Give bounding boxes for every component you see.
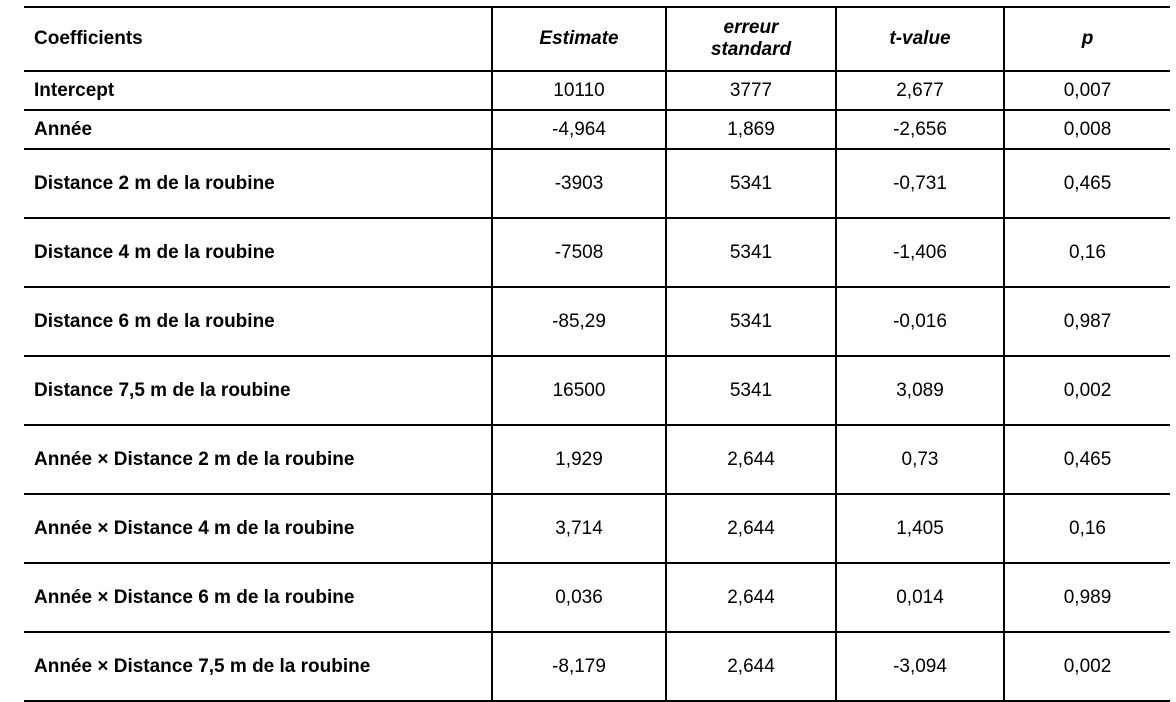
table-row: [24, 149, 1170, 218]
cell-std-error: 2,644: [666, 632, 836, 701]
table-row: [24, 218, 1170, 287]
table-row: [24, 494, 1170, 563]
cell-p-value: 0,002: [1004, 356, 1170, 425]
column-header-estimate: Estimate: [492, 7, 666, 71]
cell-t-value: -0,016: [836, 287, 1004, 356]
cell-std-error: 5341: [666, 218, 836, 287]
column-header-std-error-line2: standard: [710, 39, 792, 60]
cell-estimate: 10110: [492, 71, 666, 110]
cell-t-value: 1,405: [836, 494, 1004, 563]
table-row: [24, 356, 1170, 425]
cell-t-value: 2,677: [836, 71, 1004, 110]
column-header-std-error: [666, 7, 836, 71]
cell-std-error: 5341: [666, 149, 836, 218]
column-header-coefficients: Coefficients: [24, 7, 492, 71]
cell-std-error: 5341: [666, 356, 836, 425]
cell-p-value: 0,465: [1004, 425, 1170, 494]
cell-t-value: -1,406: [836, 218, 1004, 287]
cell-p-value: 0,16: [1004, 494, 1170, 563]
table-row: [24, 632, 1170, 701]
cell-t-value: 0,73: [836, 425, 1004, 494]
table-row: [24, 71, 1170, 110]
cell-std-error: 3777: [666, 71, 836, 110]
cell-coefficient-label: Année × Distance 7,5 m de la roubine: [24, 632, 492, 701]
table-body: [24, 71, 1170, 701]
cell-estimate: 0,036: [492, 563, 666, 632]
table-row: [24, 425, 1170, 494]
cell-t-value: -2,656: [836, 110, 1004, 149]
regression-coefficients-table: [24, 6, 1170, 702]
cell-coefficient-label: Intercept: [24, 71, 492, 110]
cell-t-value: -0,731: [836, 149, 1004, 218]
cell-p-value: 0,002: [1004, 632, 1170, 701]
cell-p-value: 0,465: [1004, 149, 1170, 218]
column-header-p: p: [1004, 7, 1170, 71]
document-page: [0, 6, 1176, 700]
cell-coefficient-label: Année × Distance 2 m de la roubine: [24, 425, 492, 494]
cell-coefficient-label: Distance 7,5 m de la roubine: [24, 356, 492, 425]
cell-p-value: 0,007: [1004, 71, 1170, 110]
cell-p-value: 0,987: [1004, 287, 1170, 356]
table-row: [24, 563, 1170, 632]
cell-estimate: -7508: [492, 218, 666, 287]
cell-estimate: 3,714: [492, 494, 666, 563]
cell-estimate: -85,29: [492, 287, 666, 356]
cell-std-error: 2,644: [666, 425, 836, 494]
table-row: [24, 110, 1170, 149]
column-header-std-error-line1: erreur: [723, 17, 779, 39]
cell-p-value: 0,008: [1004, 110, 1170, 149]
cell-coefficient-label: Année × Distance 6 m de la roubine: [24, 563, 492, 632]
cell-p-value: 0,989: [1004, 563, 1170, 632]
cell-estimate: 1,929: [492, 425, 666, 494]
cell-std-error: 2,644: [666, 494, 836, 563]
cell-coefficient-label: Distance 4 m de la roubine: [24, 218, 492, 287]
cell-std-error: 5341: [666, 287, 836, 356]
table-header-row: [24, 7, 1170, 71]
cell-estimate: -4,964: [492, 110, 666, 149]
cell-estimate: 16500: [492, 356, 666, 425]
cell-t-value: 0,014: [836, 563, 1004, 632]
cell-coefficient-label: Distance 6 m de la roubine: [24, 287, 492, 356]
column-header-t-value: t-value: [836, 7, 1004, 71]
cell-coefficient-label: Distance 2 m de la roubine: [24, 149, 492, 218]
cell-estimate: -3903: [492, 149, 666, 218]
cell-std-error: 1,869: [666, 110, 836, 149]
cell-p-value: 0,16: [1004, 218, 1170, 287]
table-row: [24, 287, 1170, 356]
table-header: [24, 7, 1170, 71]
cell-t-value: 3,089: [836, 356, 1004, 425]
cell-coefficient-label: Année × Distance 4 m de la roubine: [24, 494, 492, 563]
cell-coefficient-label: Année: [24, 110, 492, 149]
cell-estimate: -8,179: [492, 632, 666, 701]
cell-t-value: -3,094: [836, 632, 1004, 701]
cell-std-error: 2,644: [666, 563, 836, 632]
